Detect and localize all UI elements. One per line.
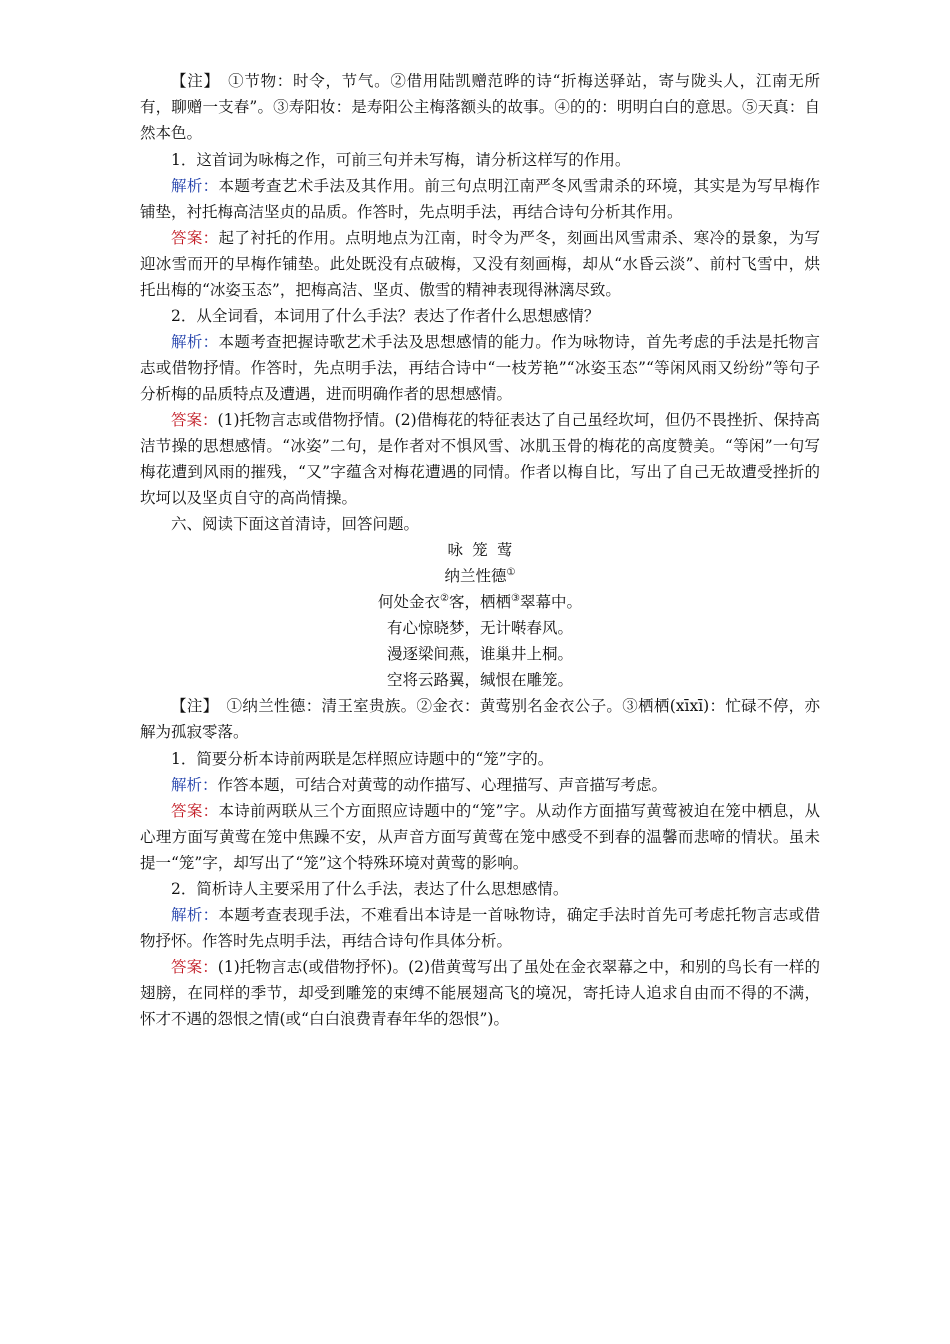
note-2-text: ①纳兰性德：清王室贵族。②金衣：黄莺别名金衣公子。③栖栖(xīxī)：忙碌不停，亦解为孤寂零落。 bbox=[140, 697, 820, 741]
note-2 bbox=[140, 693, 820, 745]
analysis-label: 解析： bbox=[171, 333, 219, 351]
answer-text: (1)托物言志(或借物抒怀)。(2)借黄莺写出了虽处在金衣翠幕之中，和别的鸟长有一样的翅膀，在同样的季节，却受到雕笼的束缚不能展翅高飞的境况，寄托诗人追求自由而不得的不满，怀才不遇的怨恨之情(或“白白浪费青春年华的怨恨”)。 bbox=[140, 958, 820, 1028]
answer-3 bbox=[140, 798, 820, 876]
document-page bbox=[140, 68, 820, 1032]
answer-label: 答案： bbox=[171, 411, 218, 429]
question-4: 2．简析诗人主要采用了什么手法，表达了什么思想感情。 bbox=[171, 880, 569, 898]
poem-title-text: 咏笼莺 bbox=[447, 541, 522, 559]
note-1-text: ①节物：时令，节气。②借用陆凯赠范晔的诗“折梅送驿站，寄与陇头人，江南无所有，聊赠一支春”。③寿阳妆：是寿阳公主梅落额头的故事。④的的：明明白白的意思。⑤天真：自然本色。 bbox=[140, 72, 820, 142]
analysis-text: 本题考查把握诗歌艺术手法及思想感情的能力。作为咏物诗，首先考虑的手法是托物言志或借物抒情。作答时，先点明手法，再结合诗中“一枝芳艳”“冰姿玉态”“等闲风雨又纷纷”等句子分析梅的品质特点及遭遇，进而明确作者的思想感情。 bbox=[140, 333, 820, 403]
question-1: 1．这首词为咏梅之作，可前三句并未写梅，请分析这样写的作用。 bbox=[171, 151, 631, 169]
section-heading: 六、阅读下面这首清诗，回答问题。 bbox=[171, 515, 420, 533]
note-1-label: 【注】 bbox=[171, 72, 212, 90]
poem-line: 空将云路翼，缄恨在雕笼。 bbox=[386, 671, 573, 689]
analysis-3 bbox=[140, 772, 820, 798]
answer-2 bbox=[140, 407, 820, 511]
analysis-text: 本题考查表现手法，不难看出本诗是一首咏物诗，确定手法时首先可考虑托物言志或借物抒怀。作答时先点明手法，再结合诗句作具体分析。 bbox=[140, 906, 820, 950]
poem-line: 有心惊晓梦，无计啭春风。 bbox=[386, 619, 573, 637]
poem-author: 纳兰性德① bbox=[444, 566, 516, 585]
answer-text: 本诗前两联从三个方面照应诗题中的“笼”字。从动作方面描写黄莺被迫在笼中栖息，从心理方面写黄莺在笼中焦躁不安，从声音方面写黄莺在笼中感受不到春的温馨而悲啼的情状。虽未提一“笼”字，却写出了“笼”这个特殊环境对黄莺的影响。 bbox=[140, 802, 820, 872]
analysis-text: 本题考查艺术手法及其作用。前三句点明江南严冬风雪肃杀的环境，其实是为写早梅作铺垫，衬托梅高洁坚贞的品质。作答时，先点明手法，再结合诗句分析其作用。 bbox=[140, 177, 820, 221]
answer-label: 答案： bbox=[171, 802, 219, 820]
question-3: 1．简要分析本诗前两联是怎样照应诗题中的“笼”字的。 bbox=[171, 750, 554, 768]
answer-text: (1)托物言志或借物抒情。(2)借梅花的特征表达了自己虽经坎坷，但仍不畏挫折、保持高洁节操的思想感情。“冰姿”二句，是作者对不惧风雪、冰肌玉骨的梅花的高度赞美。“等闲”一句写梅花遭到风雨的摧残，“又”字蕴含对梅花遭遇的同情。作者以梅自比，写出了自己无故遭受挫折的坎坷以及坚贞自守的高尚情操。 bbox=[140, 411, 820, 507]
analysis-1 bbox=[140, 173, 820, 225]
analysis-4 bbox=[140, 902, 820, 954]
poem-line: 何处金衣②客，栖栖③翠幕中。 bbox=[378, 592, 582, 611]
analysis-2 bbox=[140, 329, 820, 407]
note-2-label: 【注】 bbox=[171, 697, 211, 715]
analysis-text: 作答本题，可结合对黄莺的动作描写、心理描写、声音描写考虑。 bbox=[217, 776, 668, 794]
answer-4 bbox=[140, 954, 820, 1032]
analysis-label: 解析： bbox=[171, 177, 219, 195]
answer-1 bbox=[140, 225, 820, 303]
answer-text: 起了衬托的作用。点明地点为江南，时令为严冬，刻画出风雪肃杀、寒冷的景象，为写迎冰雪而开的早梅作铺垫。此处既没有点破梅，又没有刻画梅，却从“水昏云淡”、前村飞雪中，烘托出梅的“冰姿玉态”，把梅高洁、坚贞、傲雪的精神表现得淋漓尽致。 bbox=[140, 229, 820, 299]
poem-line: 漫逐梁间燕，谁巢井上桐。 bbox=[386, 645, 573, 663]
answer-label: 答案： bbox=[171, 229, 219, 247]
analysis-label: 解析： bbox=[171, 906, 219, 924]
question-2: 2．从全词看，本词用了什么手法？表达了作者什么思想感情？ bbox=[171, 307, 600, 325]
analysis-label: 解析： bbox=[171, 776, 218, 794]
answer-label: 答案： bbox=[171, 958, 218, 976]
note-1 bbox=[140, 68, 820, 146]
poem-title bbox=[140, 537, 820, 563]
